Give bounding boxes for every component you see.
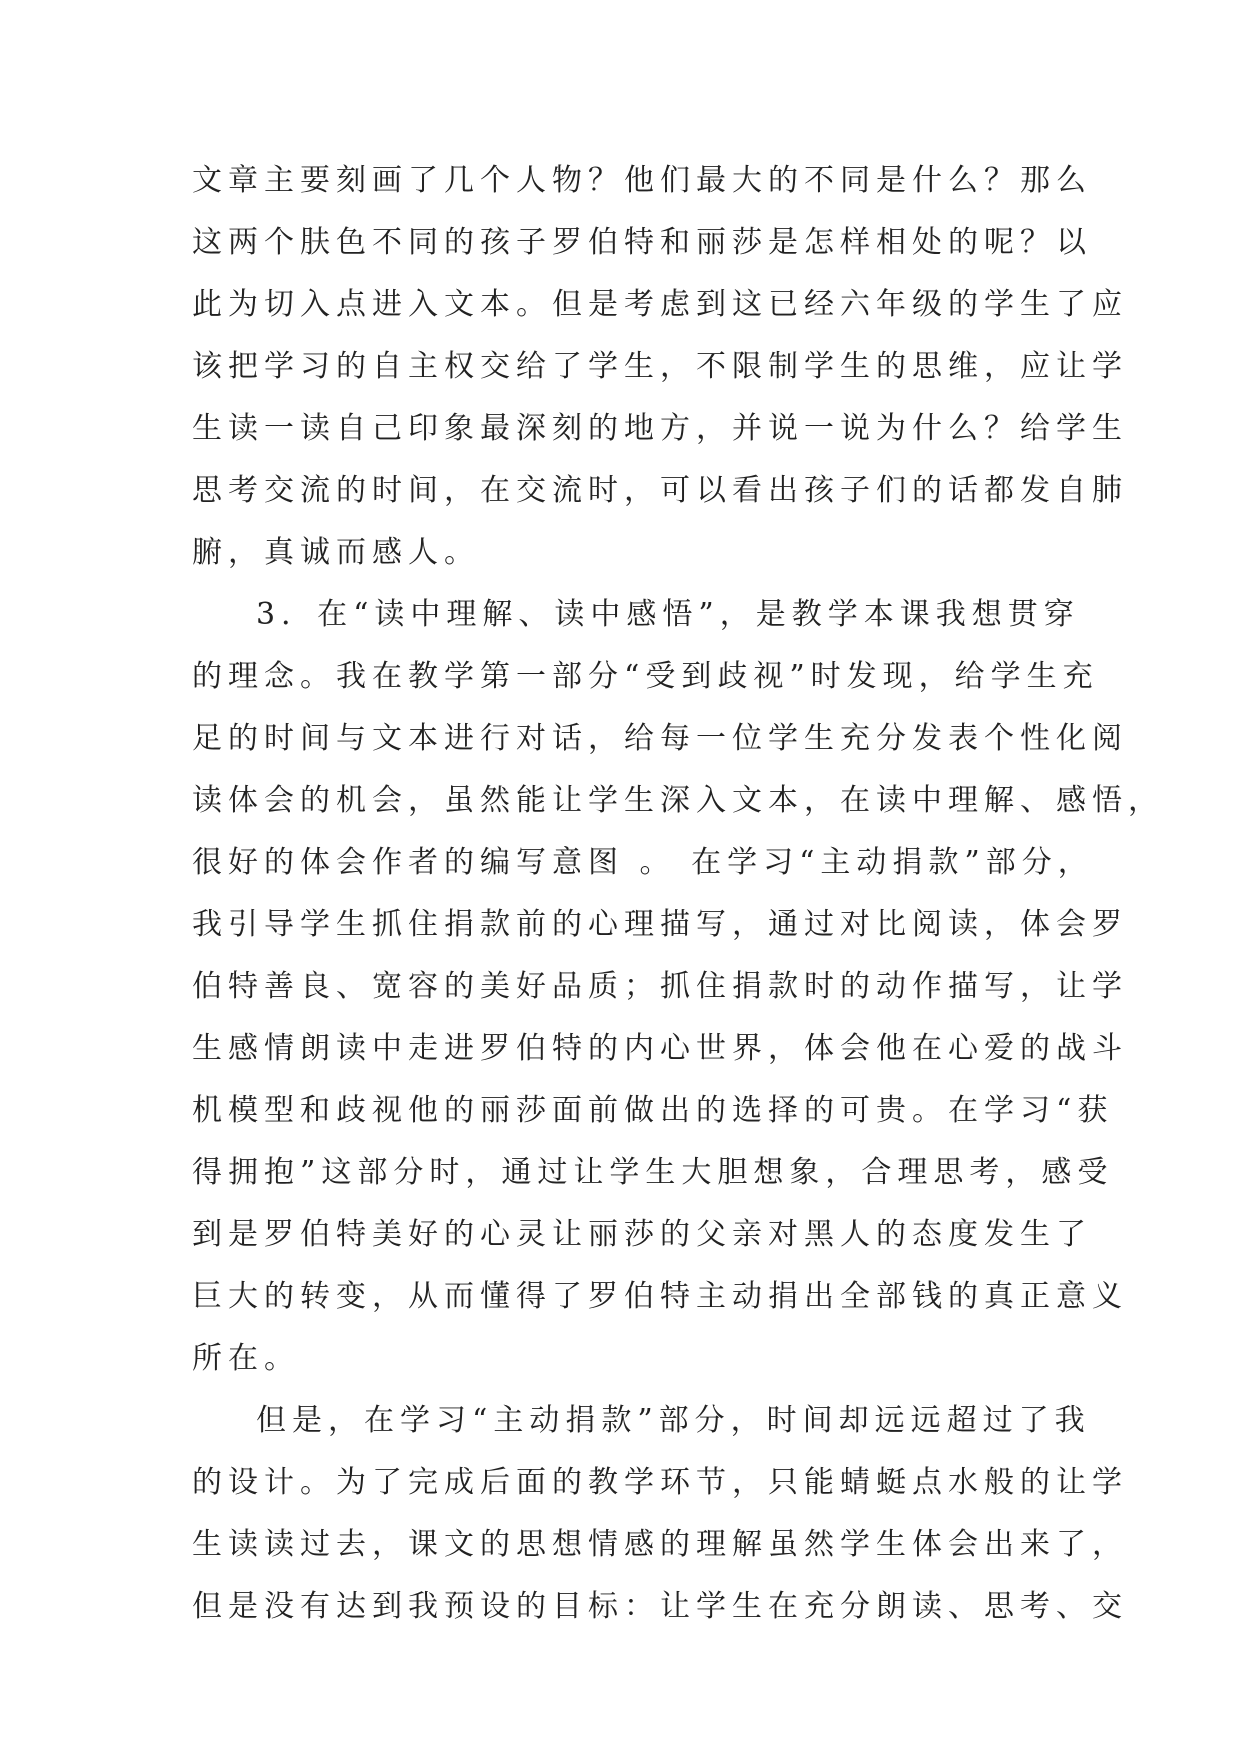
text-line: 但是没有达到我预设的目标：让学生在充分朗读、思考、交 [192, 1589, 1128, 1624]
text-line: 到是罗伯特美好的心灵让丽莎的父亲对黑人的态度发生了 [192, 1217, 1092, 1252]
body-text [192, 150, 1164, 1638]
text-line: 生读一读自己印象最深刻的地方，并说一说为什么？给学生 [192, 411, 1128, 446]
text-line: 此为切入点进入文本。但是考虑到这已经六年级的学生了应 [192, 287, 1128, 322]
text-line: 思考交流的时间，在交流时，可以看出孩子们的话都发自肺 [192, 473, 1128, 508]
text-line: 我引导学生抓住捐款前的心理描写，通过对比阅读，体会罗 [192, 907, 1128, 942]
text-line: 腑，真诚而感人。 [192, 535, 480, 570]
paragraph-start-line: 但是，在学习“主动捐款”部分，时间却远远超过了我 [256, 1403, 1091, 1438]
text-line: 读体会的机会，虽然能让学生深入文本，在读中理解、感悟， [192, 783, 1164, 818]
text-line: 的理念。我在教学第一部分“受到歧视”时发现，给学生充 [192, 659, 1099, 694]
text-line: 该把学习的自主权交给了学生，不限制学生的思维，应让学 [192, 349, 1128, 384]
text-line: 巨大的转变，从而懂得了罗伯特主动捐出全部钱的真正意义 [192, 1279, 1128, 1314]
paragraph-start-line: 3．在“读中理解、读中感悟”，是教学本课我想贯穿 [256, 597, 1080, 632]
text-line: 伯特善良、宽容的美好品质；抓住捐款时的动作描写，让学 [192, 969, 1128, 1004]
text-line: 得拥抱”这部分时，通过让学生大胆想象，合理思考，感受 [192, 1155, 1114, 1190]
text-line: 很好的体会作者的编写意图 。 在学习“主动捐款”部分， [192, 845, 1094, 880]
text-line: 生感情朗读中走进罗伯特的内心世界，体会他在心爱的战斗 [192, 1031, 1128, 1066]
text-line: 机模型和歧视他的丽莎面前做出的选择的可贵。在学习“获 [192, 1093, 1114, 1128]
text-line: 所在。 [192, 1341, 300, 1376]
text-line: 这两个肤色不同的孩子罗伯特和丽莎是怎样相处的呢？以 [192, 225, 1092, 260]
text-line: 文章主要刻画了几个人物？他们最大的不同是什么？那么 [192, 163, 1092, 198]
text-line: 足的时间与文本进行对话，给每一位学生充分发表个性化阅 [192, 721, 1128, 756]
text-line: 生读读过去，课文的思想情感的理解虽然学生体会出来了， [192, 1527, 1128, 1562]
text-line: 的设计。为了完成后面的教学环节，只能蜻蜓点水般的让学 [192, 1465, 1128, 1500]
